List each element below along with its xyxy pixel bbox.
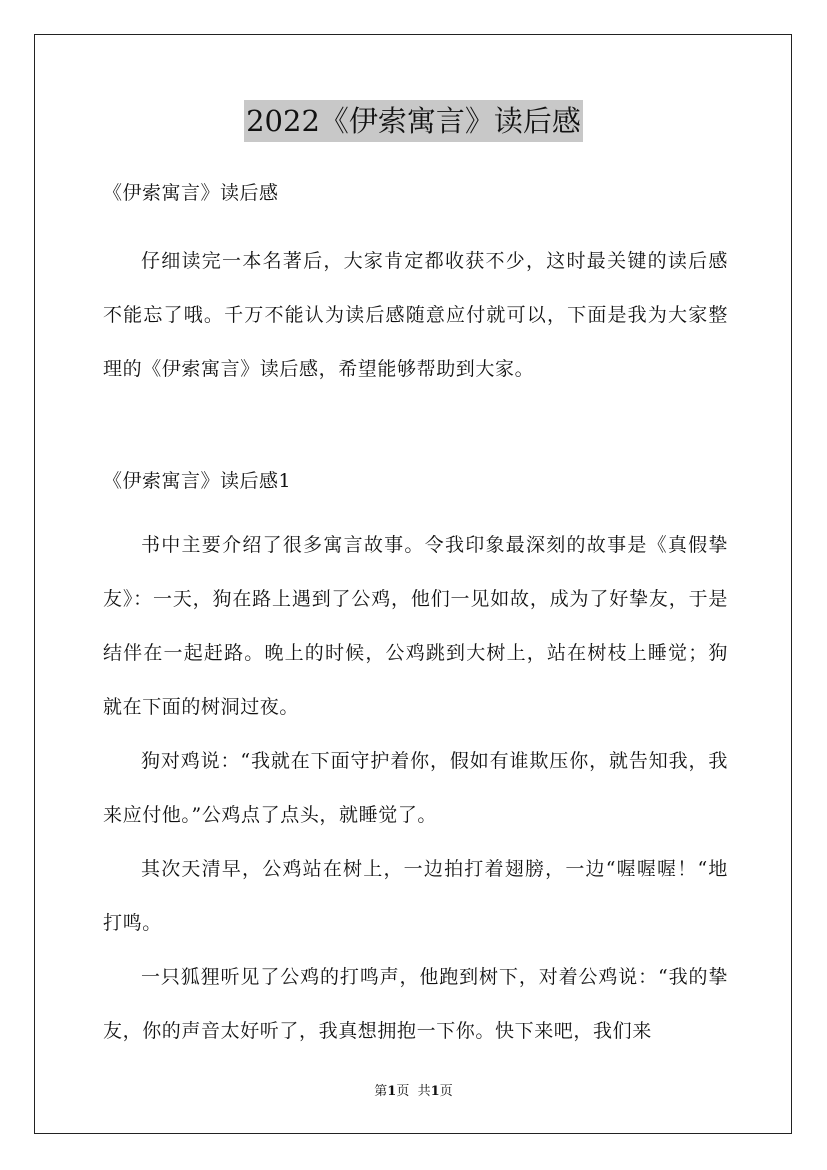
page-number: 1 bbox=[387, 1084, 397, 1099]
section-heading: 《伊索寓言》读后感1 bbox=[103, 470, 292, 492]
document-body bbox=[103, 176, 728, 1058]
total-suffix: 页 bbox=[439, 1084, 453, 1099]
page-footer bbox=[0, 1082, 827, 1102]
total-prefix: 共 bbox=[417, 1084, 431, 1099]
title-block bbox=[0, 100, 827, 142]
body-paragraph-2: 狗对鸡说：“我就在下面守护着你，假如有谁欺压你，就告知我，我来应付他。”公鸡点了点头，就睡觉了。 bbox=[103, 750, 728, 826]
intro-paragraph: 仔细读完一本名著后，大家肯定都收获不少，这时最关键的读后感不能忘了哦。千万不能认为读后感随意应付就可以，下面是我为大家整理的《伊索寓言》读后感，希望能够帮助到大家。 bbox=[103, 250, 728, 380]
body-paragraph-4: 一只狐狸听见了公鸡的打鸣声，他跑到树下，对着公鸡说：“我的挚友，你的声音太好听了，我真想拥抱一下你。快下来吧，我们来 bbox=[103, 966, 728, 1042]
body-paragraph-1: 书中主要介绍了很多寓言故事。令我印象最深刻的故事是《真假挚友》：一天，狗在路上遇到了公鸡，他们一见如故，成为了好挚友，于是结伴在一起赶路。晚上的时候，公鸡跳到大树上，站在树枝上睡觉；狗就在下面的树洞过夜。 bbox=[103, 534, 728, 718]
total-pages: 1 bbox=[430, 1084, 440, 1099]
page-suffix: 页 bbox=[396, 1084, 410, 1099]
document-title: 2022《伊索寓言》读后感 bbox=[244, 100, 583, 142]
body-paragraph-3: 其次天清早，公鸡站在树上，一边拍打着翅膀，一边“喔喔喔！“地打鸣。 bbox=[103, 858, 728, 934]
page-prefix: 第 bbox=[374, 1084, 388, 1099]
subtitle-heading: 《伊索寓言》读后感 bbox=[103, 182, 279, 204]
